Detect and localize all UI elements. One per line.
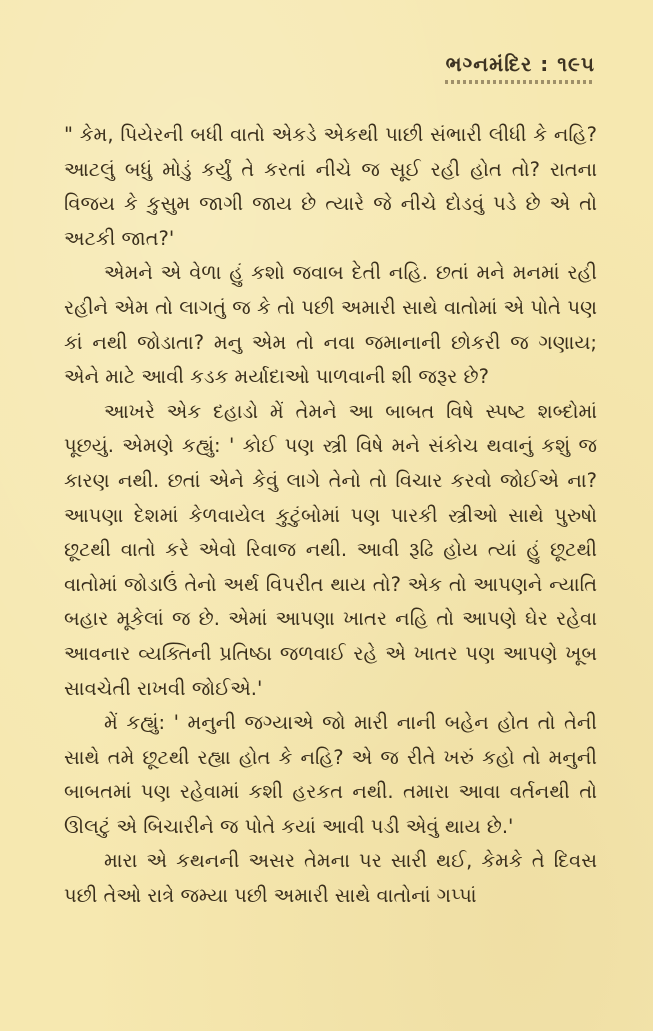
running-head-underline — [445, 80, 595, 84]
running-head — [445, 52, 595, 84]
paragraph: " કેમ, પિયેરની બધી વાતો એકડે એકથી પાછી સંભારી લીધી કે નહિ? આટલું બધું મોડું કર્યું તે કરતાં નીચે જ સૂઈ રહી હોત તો? રાતના વિજય કે કુસુમ જાગી જાય છે ત્યારે જે નીચે દોડવું પડે છે એ તો અટકી જાત?' — [64, 123, 597, 250]
paragraph: મારા એ કથનની અસર તેમના પર સારી થઈ, કેમકે તે દિવસ પછી તેઓ રાત્રે જમ્યા પછી અમારી સાથે વાતોનાં ગપ્પાં — [64, 849, 597, 908]
paragraph: મેં કહ્યું: ' મનુની જગ્યાએ જો મારી નાની બહેન હોત તો તેની સાથે તમે છૂટથી રહ્યા હોત કે નહિ? એ જ રીતે ખરું કહો તો મનુની બાબતમાં પણ રહેવામાં કશી હરકત નથી. તમારા આવા વર્તનથી તો ઊલટું એ બિચારીને જ પોતે કયાં આવી પડી એવું થાય છે.' — [64, 711, 597, 838]
body-text — [64, 118, 597, 914]
running-head-title: ભગ્નમંદિર : ૧૯૫ — [445, 52, 595, 76]
paragraph: એમને એ વેળા હું કશો જવાબ દેતી નહિ. છતાં મને મનમાં રહી રહીને એમ તો લાગતું જ કે તો પછી અમારી સાથે વાતોમાં એ પોતે પણ કાં નથી જોડાતા? મનુ એમ તો નવા જમાનાની છોકરી જ ગણાય; એને માટે આવી કડક મર્યાદાઓ પાળવાની શી જરૂર છે? — [64, 261, 597, 389]
paragraph: આખરે એક દહાડો મેં તેમને આ બાબત વિષે સ્પષ્ટ શબ્દોમાં પૂછયું. એમણે કહ્યું: ' કોઈ પણ સ્ત્રી વિષે મને સંકોચ થવાનું કશું જ કારણ નથી. છતાં એને કેવું લાગે તેનો તો વિચાર કરવો જોઈએ ના? આપણા દેશમાં કેળવાયેલ કુટુંબોમાં પણ પારકી સ્ત્રીઓ સાથે પુરુષો છૂટથી વાતો કરે એવો રિવાજ નથી. આવી રૂઢિ હોય ત્યાં હું છૂટથી વાતોમાં જોડાઉં તેનો અર્થ વિપરીત થાય તો? એક તો આપણને ન્યાતિ બહાર મૂકેલાં જ છે. એમાં આપણા ખાતર નહિ તો આપણે ઘેર રહેવા આવનાર વ્યક્તિની પ્રતિષ્ઠા જળવાઈ રહે એ ખાતર પણ આપણે ખૂબ સાવચેતી રાખવી જોઈએ.' — [64, 399, 597, 700]
